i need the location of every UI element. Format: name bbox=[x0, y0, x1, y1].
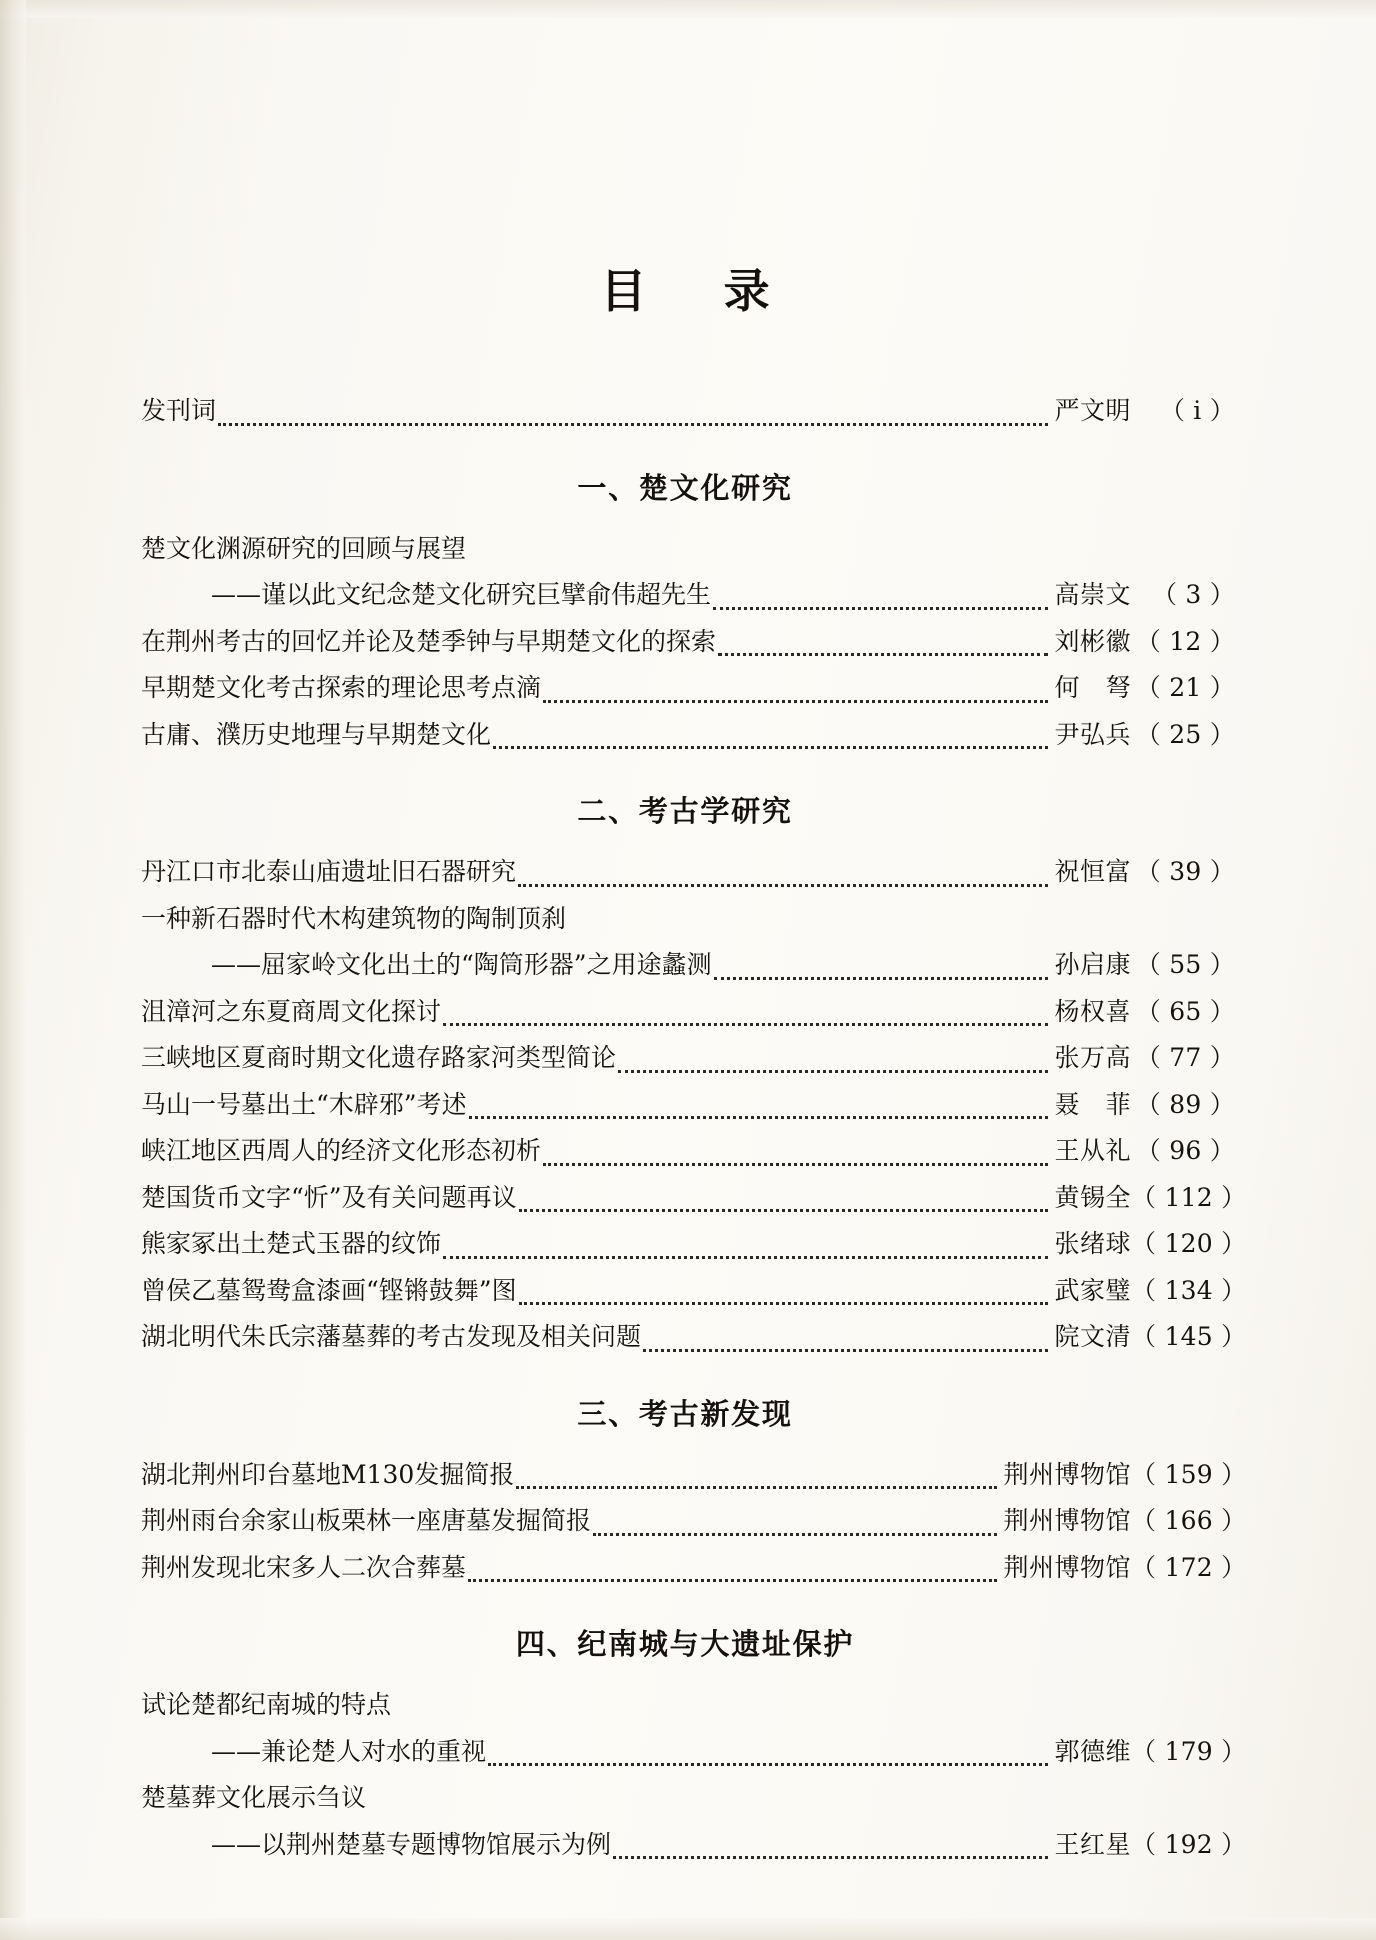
toc-entry-title: ——兼论楚人对水的重视 bbox=[211, 1736, 487, 1766]
toc-entry-author: 武家璧 bbox=[1054, 1275, 1131, 1305]
toc-entry-preface bbox=[135, 391, 1235, 432]
toc-entry-page: （ 39 ） bbox=[1135, 857, 1235, 886]
toc-entry-page: （ 12 ） bbox=[1135, 626, 1235, 656]
toc-entry-author: 聂 菲 bbox=[1054, 1089, 1131, 1119]
toc-entry-page: （ 25 ） bbox=[1135, 719, 1235, 749]
toc-entry-author: 荆州博物馆 bbox=[1003, 1459, 1131, 1489]
toc-entry-title: 三峡地区夏商时期文化遗存路家河类型简论 bbox=[141, 1043, 617, 1072]
leader-dots bbox=[493, 745, 1048, 749]
toc-entry-author: 严文明 bbox=[1054, 396, 1131, 425]
toc-entry-author: 黄锡全 bbox=[1054, 1182, 1131, 1212]
toc-entry bbox=[135, 1038, 1235, 1079]
toc-entry bbox=[135, 1732, 1247, 1773]
leader-dots bbox=[718, 652, 1048, 656]
leader-dots bbox=[516, 1485, 997, 1489]
toc-entry-author: 张绪球 bbox=[1054, 1229, 1131, 1258]
page-edge-top bbox=[0, 0, 1376, 18]
toc-entry-page: （ 166 ） bbox=[1131, 1506, 1247, 1535]
leader-dots bbox=[643, 1348, 1048, 1352]
leader-dots bbox=[519, 1301, 1049, 1305]
toc-entry-author: 尹弘兵 bbox=[1054, 719, 1131, 749]
leader-dots bbox=[618, 1069, 1048, 1073]
toc-entry-author: 祝恒富 bbox=[1054, 857, 1131, 886]
toc-entry-page: （ 3 ） bbox=[1151, 580, 1235, 609]
leader-dots bbox=[443, 1022, 1048, 1026]
leader-dots bbox=[443, 1255, 1048, 1259]
leader-dots bbox=[593, 1532, 997, 1536]
page-edge-left bbox=[0, 0, 26, 1940]
leader-dots bbox=[543, 1162, 1048, 1166]
toc-entry-title-line: 试论楚都纪南城的特点 bbox=[141, 1690, 392, 1719]
toc-entry-title: 古庸、濮历史地理与早期楚文化 bbox=[141, 719, 492, 749]
toc-entry-page: （ 120 ） bbox=[1131, 1229, 1247, 1258]
toc-entry-title-line: 楚墓葬文化展示刍议 bbox=[141, 1783, 367, 1812]
toc-entry bbox=[135, 715, 1235, 756]
toc-entry-page: （ 172 ） bbox=[1131, 1552, 1247, 1582]
toc-entry-page: （ 89 ） bbox=[1135, 1089, 1235, 1119]
section-heading: 四、纪南城与大遗址保护 bbox=[515, 1627, 855, 1661]
toc-entry bbox=[135, 1317, 1247, 1358]
leader-dots bbox=[218, 422, 1048, 426]
toc-entry-title: 湖北明代朱氏宗藩墓葬的考古发现及相关问题 bbox=[141, 1322, 642, 1351]
toc-entry-author: 刘彬徽 bbox=[1054, 626, 1131, 656]
toc-entry-author: 荆州博物馆 bbox=[1003, 1552, 1131, 1582]
toc-entry-page: （ 65 ） bbox=[1135, 996, 1235, 1026]
section-heading: 一、楚文化研究 bbox=[577, 470, 793, 505]
leader-dots bbox=[714, 976, 1049, 980]
toc-entry-title: 发刊词 bbox=[141, 396, 217, 425]
toc-entry-page: （ 55 ） bbox=[1135, 950, 1235, 979]
toc-entry-title: 荆州雨台余家山板栗林一座唐墓发掘简报 bbox=[141, 1506, 592, 1535]
toc-entry-author: 荆州博物馆 bbox=[1003, 1506, 1131, 1535]
toc-entry-title: 早期楚文化考古探索的理论思考点滴 bbox=[141, 673, 542, 702]
toc-entry-title-line: 一种新石器时代木构建筑物的陶制顶刹 bbox=[141, 903, 567, 933]
toc-entry-page: （ 179 ） bbox=[1131, 1736, 1247, 1766]
toc-entry-page: （ 192 ） bbox=[1131, 1829, 1247, 1859]
toc-entry bbox=[135, 992, 1235, 1033]
toc-entry-author: 杨权喜 bbox=[1054, 996, 1131, 1026]
leader-dots bbox=[468, 1578, 997, 1582]
toc-entry-title: 湖北荆州印台墓地M130发掘简报 bbox=[141, 1459, 515, 1489]
toc-entry bbox=[135, 852, 1235, 893]
toc-entry-page: （ 112 ） bbox=[1131, 1182, 1247, 1212]
toc-entry-page: （ 21 ） bbox=[1135, 673, 1235, 702]
table-of-contents bbox=[135, 255, 1247, 1871]
toc-entry-title: 马山一号墓出土“木辟邪”考述 bbox=[141, 1089, 467, 1119]
leader-dots bbox=[518, 883, 1048, 887]
toc-entry-author: 郭德维 bbox=[1054, 1736, 1131, 1766]
toc-entry-title: 峡江地区西周人的经济文化形态初析 bbox=[141, 1136, 542, 1165]
leader-dots bbox=[713, 606, 1048, 610]
toc-entry bbox=[135, 575, 1235, 616]
toc-entry-page: （ 134 ） bbox=[1131, 1275, 1247, 1305]
toc-entry bbox=[135, 1455, 1247, 1496]
toc-entry-page: （ 96 ） bbox=[1135, 1136, 1235, 1165]
toc-entry-author: 何 弩 bbox=[1054, 673, 1131, 702]
toc-entry-title: 楚国货币文字“忻”及有关问题再议 bbox=[141, 1182, 517, 1212]
toc-entry bbox=[135, 622, 1235, 663]
toc-entry-page: （ 77 ） bbox=[1135, 1043, 1235, 1072]
toc-entry bbox=[135, 668, 1235, 709]
toc-entry bbox=[135, 1131, 1235, 1172]
toc-entry-title: 沮漳河之东夏商周文化探讨 bbox=[141, 996, 442, 1026]
toc-entry bbox=[135, 1085, 1235, 1126]
toc-entry-title: ——谨以此文纪念楚文化研究巨擘俞伟超先生 bbox=[211, 580, 712, 609]
leader-dots bbox=[488, 1762, 1048, 1766]
toc-entry-page: （ 159 ） bbox=[1131, 1459, 1247, 1489]
leader-dots bbox=[469, 1115, 1049, 1119]
toc-entry-title: 熊家冢出土楚式玉器的纹饰 bbox=[141, 1229, 442, 1258]
toc-entry-author: 高崇文 bbox=[1054, 580, 1131, 609]
toc-entry-title: 丹江口市北泰山庙遗址旧石器研究 bbox=[141, 857, 517, 886]
section-heading: 三、考古新发现 bbox=[577, 1396, 793, 1431]
toc-entry-author: 院文清 bbox=[1054, 1322, 1131, 1351]
toc-entry bbox=[135, 945, 1235, 986]
toc-entry-title: 曾侯乙墓鸳鸯盒漆画“铿锵鼓舞”图 bbox=[141, 1275, 517, 1305]
toc-entry bbox=[135, 1178, 1247, 1219]
toc-entry-title-line: 楚文化渊源研究的回顾与展望 bbox=[141, 533, 467, 563]
leader-dots bbox=[519, 1208, 1049, 1212]
toc-entry-author: 王从礼 bbox=[1054, 1136, 1131, 1165]
toc-entry bbox=[135, 1224, 1247, 1265]
toc-entry-page: （ 145 ） bbox=[1131, 1322, 1247, 1351]
page-edge-bottom bbox=[0, 1918, 1376, 1940]
toc-sections bbox=[135, 466, 1247, 1866]
leader-dots bbox=[613, 1855, 1048, 1859]
section-heading: 二、考古学研究 bbox=[577, 794, 793, 828]
toc-entry-title: 荆州发现北宋多人二次合葬墓 bbox=[141, 1552, 467, 1582]
page-title: 目 录 bbox=[600, 264, 786, 318]
toc-entry-title: 在荆州考古的回忆并论及楚季钟与早期楚文化的探索 bbox=[141, 626, 717, 656]
toc-entry-title: ——屈家岭文化出土的“陶筒形器”之用途蠡测 bbox=[211, 950, 712, 979]
toc-entry-page: （ i ） bbox=[1159, 396, 1235, 425]
toc-entry bbox=[135, 1548, 1247, 1589]
leader-dots bbox=[543, 699, 1048, 703]
toc-entry-author: 王红星 bbox=[1054, 1829, 1131, 1859]
toc-entry-title: ——以荆州楚墓专题博物馆展示为例 bbox=[211, 1829, 612, 1859]
toc-entry-author: 孙启康 bbox=[1054, 950, 1131, 979]
toc-entry bbox=[135, 1271, 1247, 1312]
toc-entry bbox=[135, 1825, 1247, 1866]
toc-entry-author: 张万高 bbox=[1054, 1043, 1131, 1072]
toc-entry bbox=[135, 1501, 1247, 1542]
